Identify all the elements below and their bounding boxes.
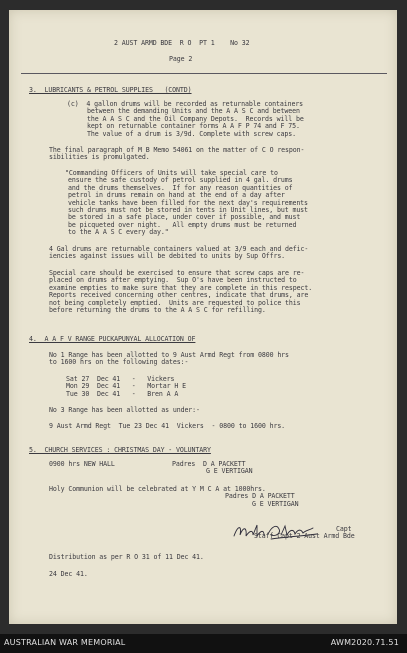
text-line: examine empties to make sure that they are complete in this respect. bbox=[49, 283, 313, 292]
text-line: 4 Gal drums are returnable containers valued at 3/9 each and defic- bbox=[49, 245, 309, 253]
distribution-line: Distribution as per R O 31 of 11 Dec 41. bbox=[49, 553, 204, 561]
header-title: 2 AUST ARMD BDE R O PT 1 No 32 bbox=[114, 39, 250, 47]
archive-footer-bar bbox=[0, 634, 407, 653]
text-line: kept on returnable container forms A A F P 74 and F 75. bbox=[87, 122, 300, 131]
text-line: the A A S C and the Oil Company Depots. Records will be bbox=[87, 114, 304, 123]
archive-name: AUSTRALIAN WAR MEMORIAL bbox=[4, 638, 126, 647]
text-line: between the demanding Units and the A A S C and between bbox=[87, 107, 300, 116]
document-page bbox=[9, 10, 397, 624]
signature-rank: Capt bbox=[336, 525, 352, 533]
page-number: Page 2 bbox=[169, 55, 193, 63]
text-line: The final paragraph of M B Memo 54061 on the matter of C O respon- bbox=[49, 146, 305, 154]
text-line: and the drums themselves. If for any reason quantities of bbox=[68, 183, 293, 192]
padres-line: Padres D A PACKETT bbox=[172, 460, 246, 468]
text-line: The value of a drum is 3/9d. Complete with screw caps. bbox=[87, 129, 296, 138]
header-divider bbox=[21, 73, 387, 74]
text-line: (c) 4 gallon drums will be recorded as returnable containers bbox=[67, 100, 304, 108]
text-line: No 1 Range has been allotted to 9 Aust Armd Regt from 0800 hrs bbox=[49, 351, 289, 359]
text-line: petrol in drums remain on hand at the end of a day after bbox=[68, 191, 285, 200]
padres-line: Padres D A PACKETT bbox=[225, 492, 295, 501]
schedule-row: Mon 29 Dec 41 - Mortar H E bbox=[66, 382, 186, 391]
text-line: not being completely emptied. Units are requested to police this bbox=[49, 298, 301, 307]
padres-line: G E VERTIGAN bbox=[206, 467, 253, 476]
range-3-row: 9 Aust Armd Regt Tue 23 Dec 41 Vickers - 0800 to 1600 hrs. bbox=[49, 422, 286, 430]
archive-reference: AWM2020.71.51 bbox=[330, 638, 399, 647]
text-line: iencies against issues will be debited to units by Sup Offrs. bbox=[49, 252, 286, 261]
text-line: be picqueted over night. All empty drums must be returned bbox=[68, 220, 297, 229]
document-date: 24 Dec 41. bbox=[49, 570, 88, 578]
signature-title: Staff Capt 2 Aust Armd Bde bbox=[254, 532, 355, 541]
section-4-heading: 4. A A F V RANGE PUCKAPUNYAL ALLOCATION OF bbox=[29, 335, 196, 343]
section-3-heading: 3. LUBRICANTS & PETROL SUPPLIES (CONTD) bbox=[29, 86, 192, 94]
text-line: to 1600 hrs on the following dates:- bbox=[49, 358, 189, 367]
text-line: to the A A S C every day." bbox=[68, 228, 169, 237]
range-3-intro: No 3 Range has been allotted as under:- bbox=[49, 406, 200, 414]
text-line: ensure the safe custody of petrol supplied in 4 gal. drums bbox=[68, 176, 293, 185]
schedule-row: Tue 30 Dec 41 - Bren A A bbox=[66, 389, 179, 398]
communion-line: Holy Communion will be celebrated at Y M C A at 1000hrs. bbox=[49, 485, 266, 493]
text-line: "Commanding Officers of Units will take special care to bbox=[65, 169, 278, 177]
text-line: placed on drums after emptying. Sup O's have been instructed to bbox=[49, 276, 297, 285]
text-line: such drums must not be stored in tents in Unit lines, but must bbox=[68, 206, 308, 214]
padres-line: G E VERTIGAN bbox=[252, 499, 299, 508]
text-line: Reports received concerning other centres, indicate that drums, are bbox=[49, 291, 309, 300]
text-line: be stored in a safe place, under cover if possible, and must bbox=[68, 213, 301, 222]
text-line: before returning the drums to the A A S C for refilling. bbox=[49, 306, 266, 314]
schedule-row: Sat 27 Dec 41 - Vickers bbox=[66, 375, 175, 383]
text-line: vehicle tanks have been filled for the next day's requirements bbox=[68, 198, 308, 207]
text-line: sibilities is promulgated. bbox=[49, 153, 150, 162]
service-time: 0900 hrs NEW HALL bbox=[49, 460, 115, 468]
text-line: Special care should be exercised to ensure that screw caps are re- bbox=[49, 269, 305, 277]
section-5-heading: 5. CHURCH SERVICES : CHRISTMAS DAY - VOLUNTARY bbox=[29, 446, 211, 454]
